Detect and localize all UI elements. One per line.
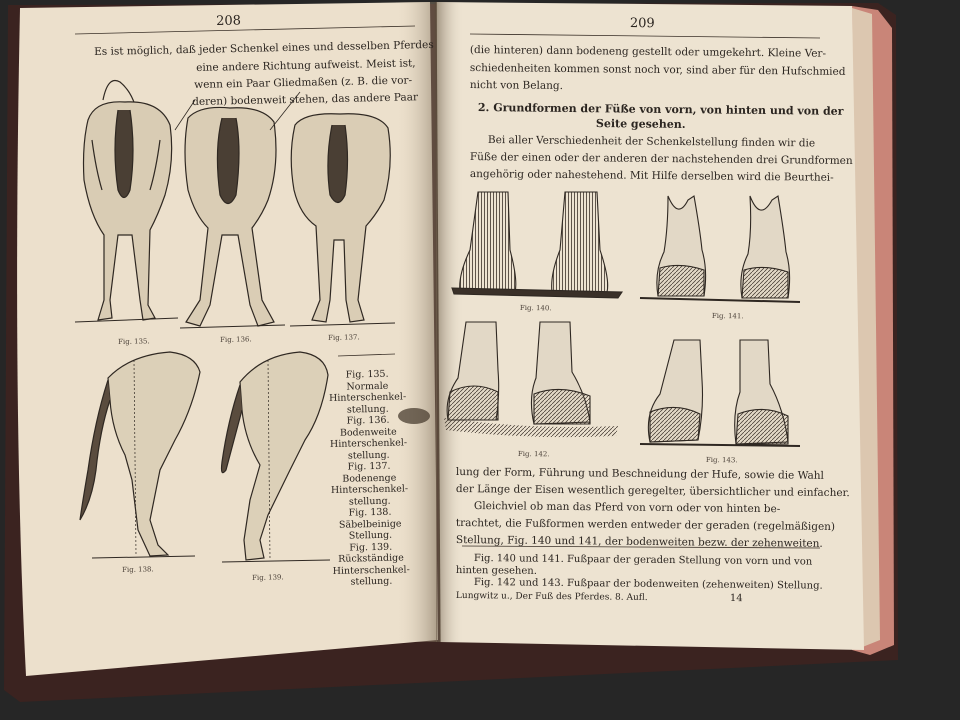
caption-fig-140: Fig. 140. [519,304,552,313]
right-bottom-line-4: trachtet, die Fußformen werden entweder der geraden (regelmäßigen) [455,516,836,533]
caption-fig-135: Fig. 135. [118,337,150,346]
right-intro-line-3: angehörig oder nahestehend. Mit Hilfe derselben wird die Beurthei- [469,167,834,184]
right-top-line-3: nicht von Belang. [469,78,564,92]
legend-line: Fig. 135. [345,368,389,381]
legend-line: Hinterschenkel- [328,391,407,404]
right-top-line-2: schiedenheiten kommen sonst noch vor, sind aber für den Hufschmied [469,61,846,78]
legend-line: Hinterschenkel- [332,563,410,577]
legend-line: Hinterschenkel- [329,437,408,450]
footnote-line-1: Fig. 140 und 141. Fußpaar der geraden Stellung von vorn und von [473,552,813,568]
legend-line: stellung. [347,449,390,462]
caption-fig-139: Fig. 139. [252,573,284,582]
right-bottom-line-2: der Länge der Eisen wesentlich geregelter, übersichtlicher und einfacher. [455,482,850,500]
caption-fig-136: Fig. 136. [220,335,252,344]
right-intro-line-2: Füße der einen oder der anderen der nachstehenden drei Grundformen [469,150,853,168]
legend-line: stellung. [346,403,389,416]
section-heading-line-2: Seite gesehen. [595,116,686,131]
legend-line: Fig. 137. [347,460,391,473]
right-intro-line-1: Bei aller Verschiedenheit der Schenkelstellung finden wir die [487,133,816,150]
legend-line: Stellung. [348,529,393,542]
right-bottom-line-1: lung der Form, Führung und Beschneidung der Hufe, sowie die Wahl [455,465,824,482]
legend-line: Fig. 139. [349,541,393,554]
footnote-line-3: Fig. 142 und 143. Fußpaar der bodenweiten (zehenweiten) Stellung. [473,576,823,592]
left-page-number: 208 [216,13,242,29]
legend-line: Säbelbeinige [338,517,402,531]
legend-line: Bodenenge [342,472,397,485]
legend-line: Hinterschenkel- [330,483,409,496]
left-body-line-1: Es ist möglich, daß jeder Schenkel eines und desselben Pferdes [94,38,434,58]
caption-fig-143: Fig. 143. [705,456,738,465]
right-page-number: 209 [629,16,655,32]
caption-fig-137: Fig. 137. [328,333,360,342]
left-body-line-2: eine andere Richtung aufweist. Meist ist, [196,57,416,74]
legend-line: Normale [346,380,389,393]
legend-line: Rückständige [338,552,404,565]
left-body-line-4: deren) bodenweit stehen, das andere Paar [192,91,419,108]
section-heading-line-1: 2. Grundformen der Füße von vorn, von hinten und von der [477,100,844,118]
caption-fig-142: Fig. 142. [517,450,550,459]
figure-legend [328,368,411,588]
right-bottom-line-5: Stellung, Fig. 140 und 141, der bodenweiten bezw. der zehenweiten. [455,533,823,550]
left-body-line-3: wenn ein Paar Gliedmaßen (z. B. die vor- [194,74,413,91]
right-bottom-line-3: Gleichviel ob man das Pferd von vorn oder von hinten be- [473,499,781,516]
signature-number: 14 [729,592,743,605]
legend-line: stellung. [348,495,391,508]
footnote-line-2: hinten gesehen. [455,564,537,577]
legend-line: stellung. [350,575,393,588]
legend-line: Fig. 138. [348,506,392,519]
right-top-line-1: (die hinteren) dann bodeneng gestellt oder umgekehrt. Kleine Ver- [469,43,827,60]
caption-fig-138: Fig. 138. [122,565,154,574]
legend-line: Bodenweite [339,426,397,439]
legend-line: Fig. 136. [346,414,390,427]
signature-line: Lungwitz u., Der Fuß des Pferdes. 8. Aufl. [455,590,648,604]
caption-fig-141: Fig. 141. [711,312,744,321]
